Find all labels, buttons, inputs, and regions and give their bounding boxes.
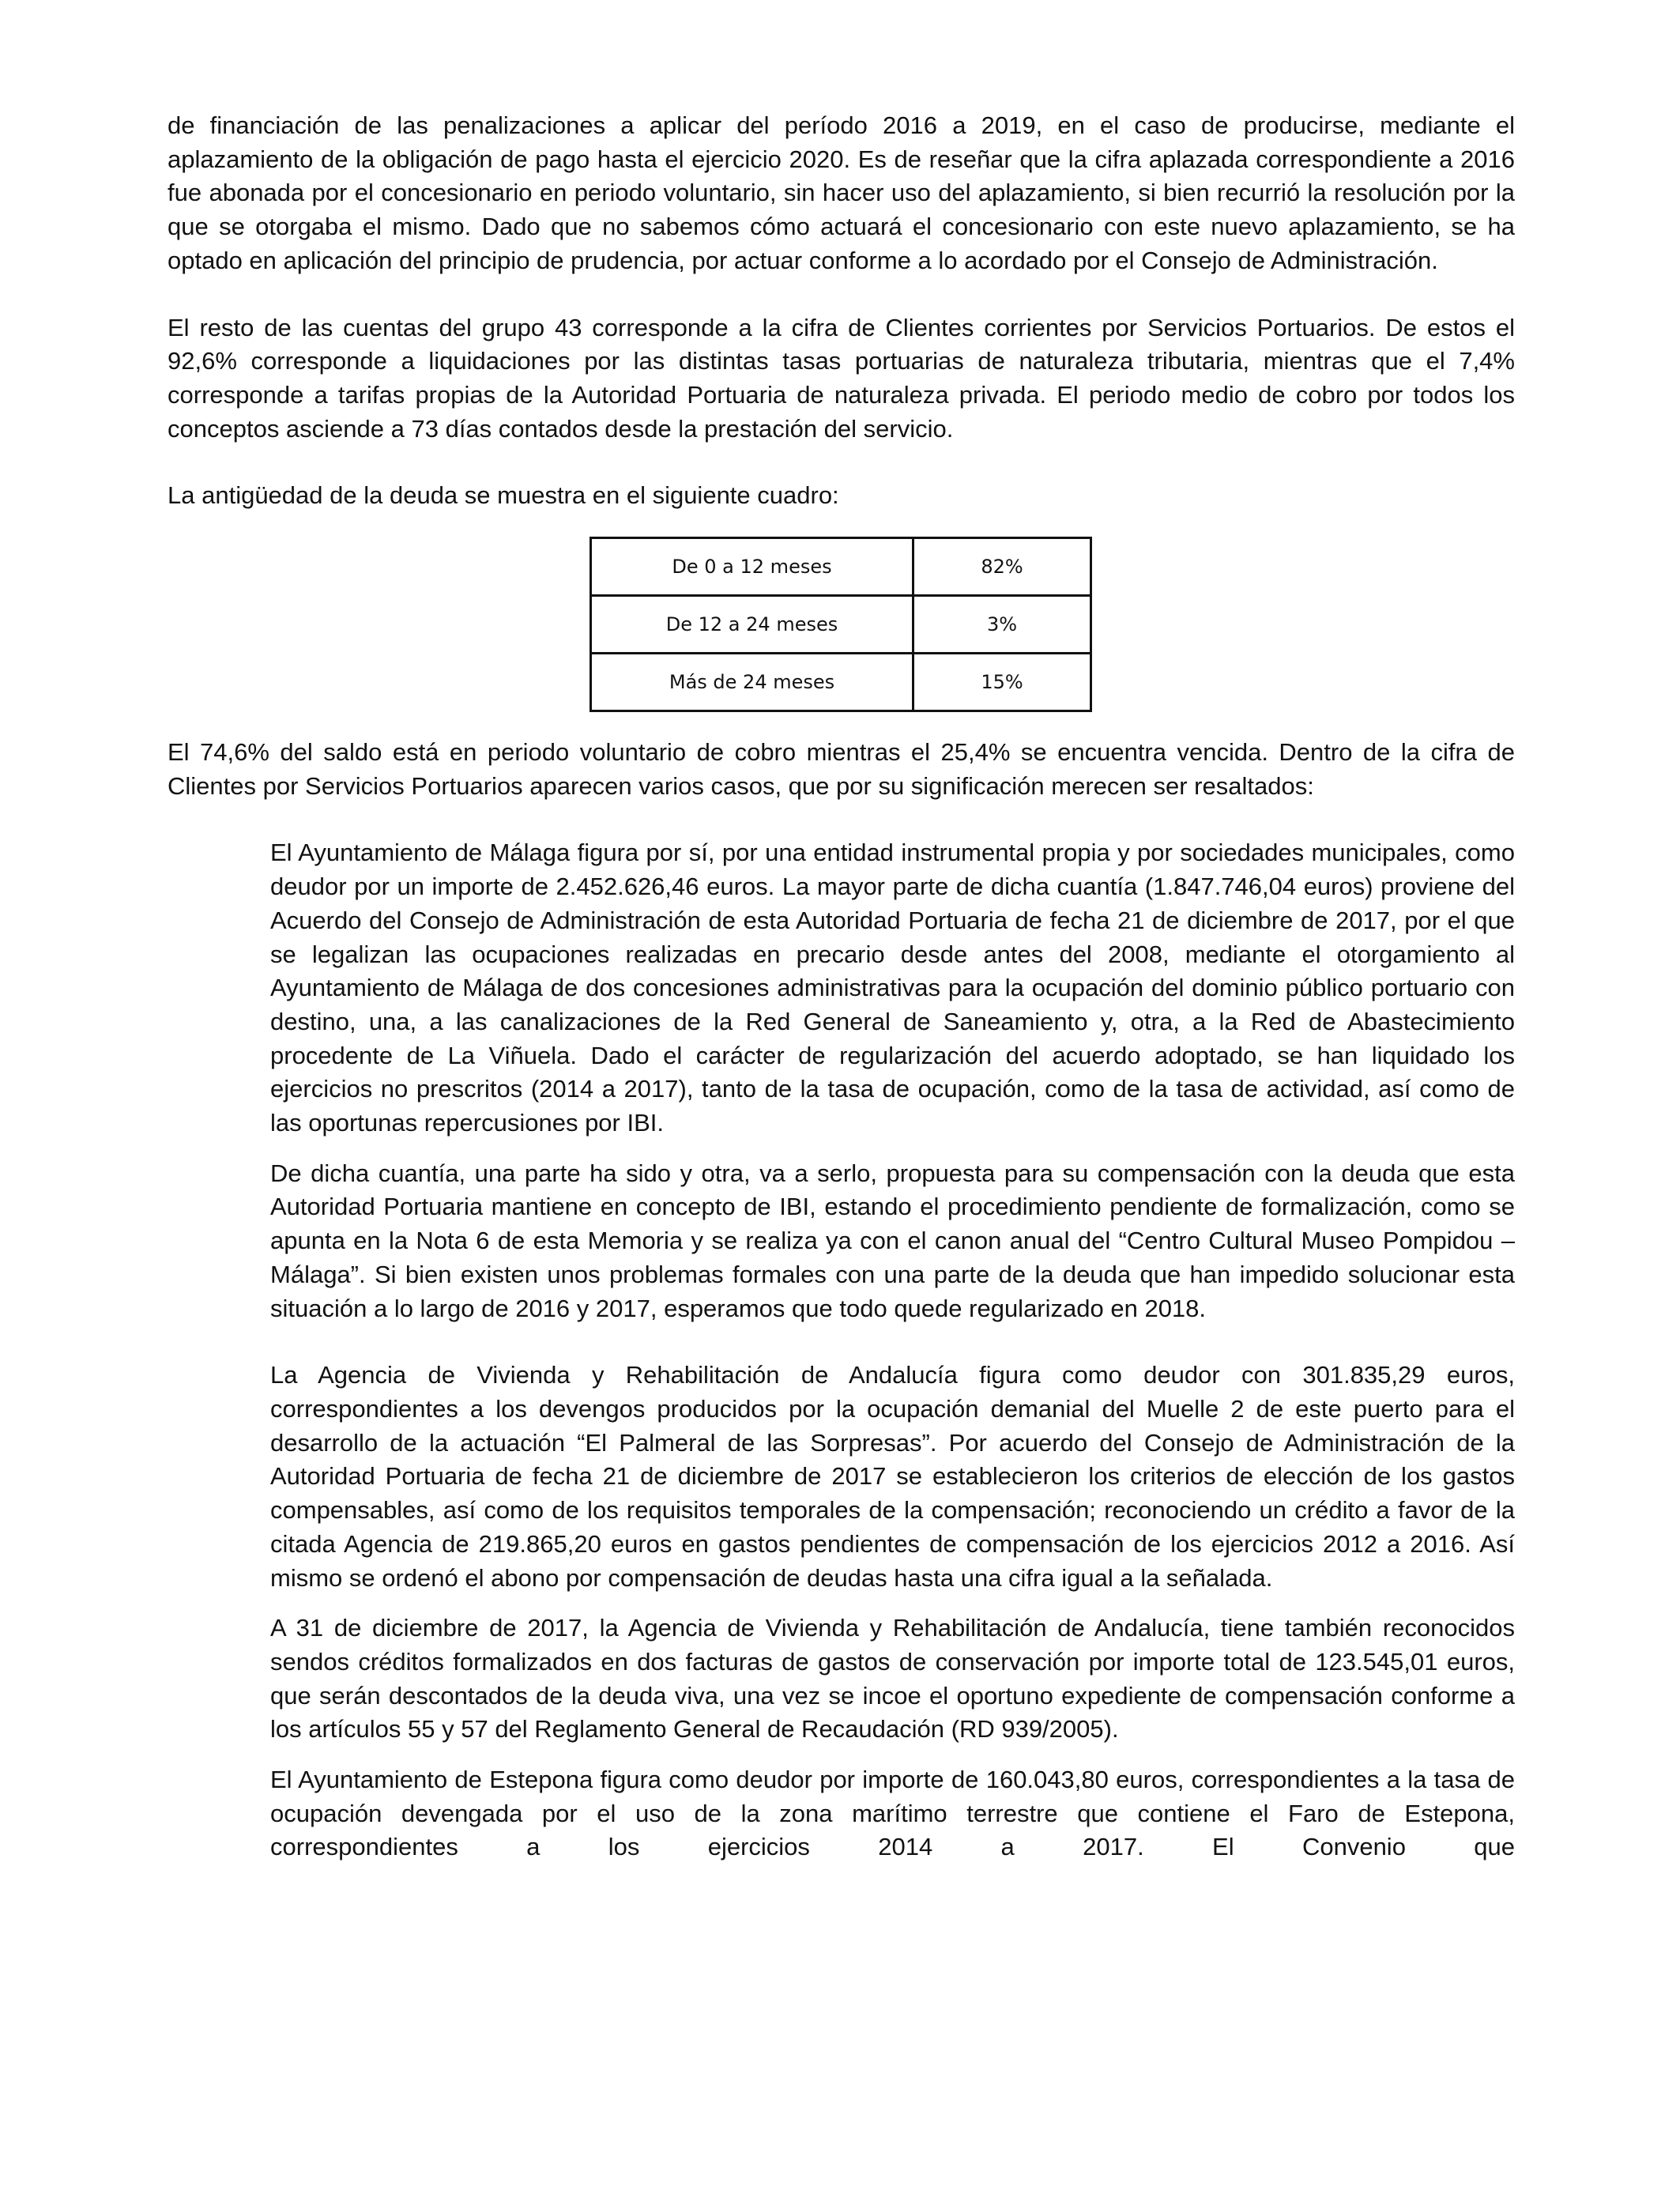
paragraph-agencia-vivienda: La Agencia de Vivienda y Rehabilitación de Andalucía figura como deudor con 301.835,29 euros, correspondientes a los devengos producidos por la ocupación demanial del Muelle 2 de este puerto para el desarrollo de la actuación “El Palmeral de las Sorpresas”. Por acuerdo del Consejo de Administración de la Autoridad Portuaria de fecha 21 de diciembre de 2017 se establecieron los criterios de elección de los gastos compensables, así como de los requisitos temporales de la compensación; reconociendo un crédito a favor de la citada Agencia de 219.865,20 euros en gastos pendientes de compensación de los ejercicios 2012 a 2016. Así mismo se ordenó el abono por compensación de deudas hasta una cifra igual a la señalada. — [270, 1361, 1515, 1592]
paragraph-voluntary-period: El 74,6% del saldo está en periodo voluntario de cobro mientras el 25,4% se encuentra vencida. Dentro de la cifra de Clientes por Servicios Portuarios aparecen varios casos, que por su significación merecen ser resaltados: — [168, 738, 1515, 800]
table-cell-label: De 0 a 12 meses — [591, 538, 913, 596]
paragraph-ayuntamiento-malaga: El Ayuntamiento de Málaga figura por sí, por una entidad instrumental propia y por sociedades municipales, como deudor por un importe de 2.452.626,46 euros. La mayor parte de dicha cuantía (1.847.746,04 euros) proviene del Acuerdo del Consejo de Administración de esta Autoridad Portuaria de fecha 21 de diciembre de 2017, por el que se legalizan las ocupaciones realizadas en precario desde antes del 2008, mediante el otorgamiento al Ayuntamiento de Málaga de dos concesiones administrativas para la ocupación del dominio público portuario con destino, una, a las canalizaciones de la Red General de Saneamiento y, otra, a la Red de Abastecimiento procedente de La Viñuela. Dado el carácter de regularización del acuerdo adoptado, se han liquidado los ejercicios no prescritos (2014 a 2017), tanto de la tasa de ocupación, como de la tasa de actividad, así como de las oportunas repercusiones por IBI. — [270, 839, 1515, 1137]
table-cell-value: 15% — [913, 654, 1091, 711]
paragraph-clients-group-43: El resto de las cuentas del grupo 43 corresponde a la cifra de Clientes corrientes por Servicios Portuarios. De estos el 92,6% corresponde a liquidaciones por las distintas tasas portuarias de naturaleza tributaria, mientras que el 7,4% corresponde a tarifas propias de la Autoridad Portuaria de naturaleza privada. El periodo medio de cobro por todos los conceptos asciende a 73 días contados desde la prestación del servicio. — [168, 313, 1515, 443]
table-row — [591, 654, 1091, 711]
table-row — [591, 596, 1091, 654]
paragraph-ayuntamiento-estepona: El Ayuntamiento de Estepona figura como deudor por importe de 160.043,80 euros, correspondientes a la tasa de ocupación devengada por el uso de la zona marítimo terrestre que contiene el Faro de Estepona, correspondientes a los ejercicios 2014 a 2017. El Convenio que — [270, 1766, 1515, 1861]
paragraph-financing-penalties: de financiación de las penalizaciones a aplicar del período 2016 a 2019, en el caso de producirse, mediante el aplazamiento de la obligación de pago hasta el ejercicio 2020. Es de reseñar que la cifra aplazada correspondiente a 2016 fue abonada por el concesionario en periodo voluntario, sin hacer uso del aplazamiento, si bien recurrió la resolución por la que se otorgaba el mismo. Dado que no sabemos cómo actuará el concesionario con este nuevo aplazamiento, se ha optado en aplicación del principio de prudencia, por actuar conforme a lo acordado por el Consejo de Administración. — [168, 111, 1515, 274]
table-cell-value: 3% — [913, 596, 1091, 654]
table-row — [591, 538, 1091, 596]
debt-age-table — [590, 537, 1092, 712]
debt-age-table-wrapper — [590, 537, 1092, 712]
paragraph-debt-age-intro: La antigüedad de la deuda se muestra en el siguiente cuadro: — [168, 481, 839, 510]
table-cell-label: De 12 a 24 meses — [591, 596, 913, 654]
paragraph-ibi-compensation: De dicha cuantía, una parte ha sido y otra, va a serlo, propuesta para su compensación con la deuda que esta Autoridad Portuaria mantiene en concepto de IBI, estando el procedimiento pendiente de formalización, como se apunta en la Nota 6 de esta Memoria y se realiza ya con el canon anual del “Centro Cultural Museo Pompidou – Málaga”. Si bien existen unos problemas formales con una parte de la deuda que han impedido solucionar esta situación a lo largo de 2016 y 2017, esperamos que todo quede regularizado en 2018. — [270, 1159, 1515, 1322]
document-page — [168, 109, 1515, 1864]
table-cell-value: 82% — [913, 538, 1091, 596]
paragraph-agencia-creditos: A 31 de diciembre de 2017, la Agencia de Vivienda y Rehabilitación de Andalucía, tiene también reconocidos sendos créditos formalizados en dos facturas de gastos de conservación por importe total de 123.545,01 euros, que serán descontados de la deuda viva, una vez se incoe el oportuno expediente de compensación conforme a los artículos 55 y 57 del Reglamento General de Recaudación (RD 939/2005). — [270, 1614, 1515, 1744]
table-cell-label: Más de 24 meses — [591, 654, 913, 711]
